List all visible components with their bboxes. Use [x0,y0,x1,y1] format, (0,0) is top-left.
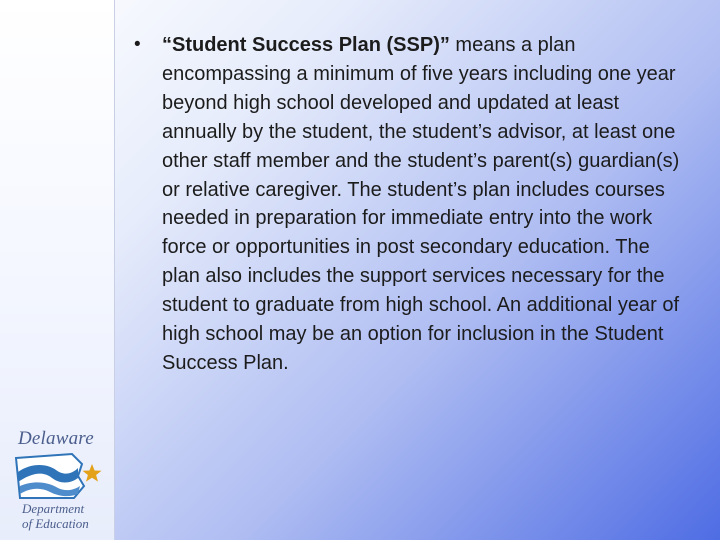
bullet-marker: • [134,34,141,55]
logo-department-line2: of Education [22,516,89,531]
bullet-text [162,31,682,378]
delaware-doe-logo [8,428,104,536]
logo-department-text [22,501,89,531]
bullet-definition: means a plan encompassing a minimum of five years including one year beyond high school developed and updated at least annually by the student, the student’s advisor, at least one other staff member and the student’s parent(s) guardian(s) or relative caregiver. The student’s plan includes courses needed in preparation for immediate entry into the work force or opportunities in post secondary education. The plan also includes the support services necessary for the student to graduate from high school. An additional year of high school may be an option for inclusion in the Student Success Plan. [162,34,680,374]
logo-department-line1: Department [22,501,85,516]
state-map-icon [12,450,102,502]
star-icon [83,464,102,482]
bullet-term: “Student Success Plan (SSP)” [162,34,450,56]
left-sidebar-panel [0,0,115,540]
logo-wordmark: Delaware [18,428,94,449]
main-content [132,31,692,378]
bullet-item [132,31,692,378]
